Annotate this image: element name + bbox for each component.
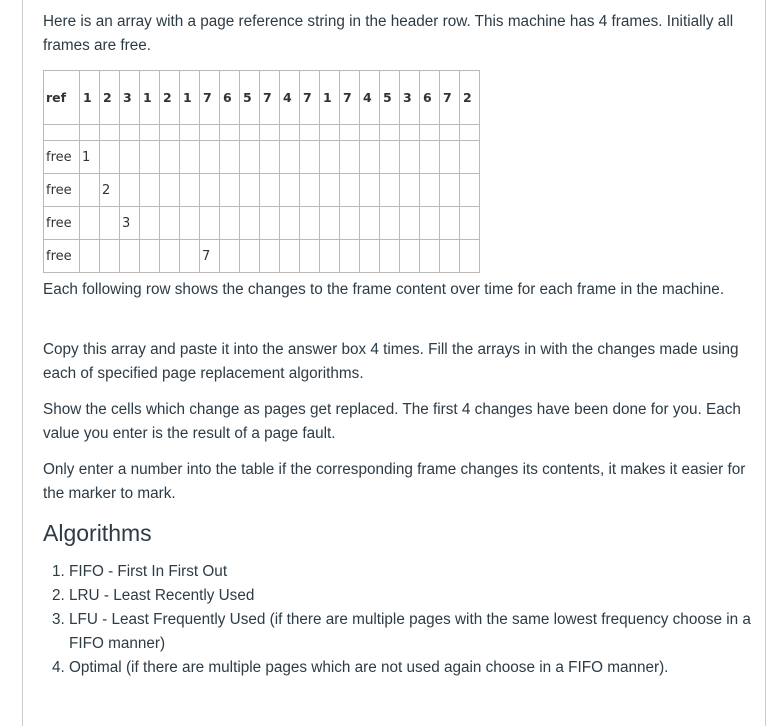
spacer-cell [200,125,220,141]
ref-label: ref [44,71,80,125]
frame-cell: 2 [100,174,120,207]
frame-cell [300,207,320,240]
frame-cell [240,174,260,207]
spacer-cell [360,125,380,141]
frame-cell [280,141,300,174]
frame-cell [100,207,120,240]
frame-cell [80,240,100,273]
algorithms-list [43,560,769,680]
algorithm-item: 2. LRU - Least Recently Used [69,584,769,608]
frame-cell [340,174,360,207]
frame-cell [100,141,120,174]
frame-cell [240,141,260,174]
each-row-text: Each following row shows the changes to the frame content over time for each frame in the machine. [43,281,725,298]
frame-cell [320,141,340,174]
frame-cell [420,207,440,240]
frame-cell [260,240,280,273]
frame-label: free [44,141,80,174]
frame-cell [360,240,380,273]
show-changes-text: Show the cells which change as pages get replaced. The first 4 changes have been done for you. Each value you enter is the result of a page fault. [43,401,741,442]
spacer-cell [140,125,160,141]
frame-cell [80,174,100,207]
frame-cell [340,240,360,273]
frame-cell [440,141,460,174]
reference-cell: 7 [340,71,360,125]
frame-cell [140,174,160,207]
reference-cell: 2 [160,71,180,125]
frame-cell [400,207,420,240]
frame-row [44,240,480,273]
reference-cell: 7 [200,71,220,125]
frame-cell [220,207,240,240]
reference-cell: 6 [220,71,240,125]
spacer-cell [240,125,260,141]
algorithm-item: 4. Optimal (if there are multiple pages which are not used again choose in a FIFO manner). [69,656,769,680]
frame-cell [320,174,340,207]
frame-row [44,141,480,174]
frame-cell [460,141,480,174]
reference-cell: 5 [380,71,400,125]
frame-cell [200,141,220,174]
frame-table [43,70,480,273]
spacer-cell [80,125,100,141]
spacer-cell [100,125,120,141]
spacer-cell [380,125,400,141]
frame-cell [280,174,300,207]
frame-cell [240,240,260,273]
spacer-cell [280,125,300,141]
frame-cell [180,207,200,240]
frame-cell [380,174,400,207]
frame-cell [260,141,280,174]
frame-cell [260,174,280,207]
frame-cell [180,174,200,207]
reference-cell: 2 [460,71,480,125]
frame-cell [440,207,460,240]
spacer-cell [300,125,320,141]
spacer-cell [44,125,80,141]
reference-cell: 4 [280,71,300,125]
frame-cell [220,240,240,273]
frame-cell [400,141,420,174]
frame-cell [120,141,140,174]
frame-cell [300,240,320,273]
reference-header-row [44,71,480,125]
frame-cell [260,207,280,240]
spacer-cell [220,125,240,141]
frame-cell [340,141,360,174]
frame-cell [380,207,400,240]
frame-cell [320,240,340,273]
spacer-cell [400,125,420,141]
frame-cell [140,141,160,174]
frame-cell [360,207,380,240]
copy-instructions-text: Copy this array and paste it into the answer box 4 times. Fill the arrays in with the changes made using each of specified page replacement algorithms. [43,341,739,382]
frame-cell [120,240,140,273]
reference-cell: 5 [240,71,260,125]
frame-cell [160,174,180,207]
frame-cell [440,174,460,207]
frame-cell [140,207,160,240]
frame-cell [240,207,260,240]
frame-label: free [44,174,80,207]
frame-cell [280,207,300,240]
frame-cell [160,207,180,240]
frame-label: free [44,207,80,240]
frame-cell [460,240,480,273]
spacer-cell [160,125,180,141]
spacer-row [44,125,480,141]
spacer-cell [440,125,460,141]
frame-cell [340,207,360,240]
only-enter-text: Only enter a number into the table if the corresponding frame changes its contents, it makes it easier for the marker to mark. [43,461,746,502]
frame-cell [140,240,160,273]
frame-cell [360,174,380,207]
frame-cell: 3 [120,207,140,240]
frame-cell [220,174,240,207]
frame-cell [420,174,440,207]
frame-cell: 1 [80,141,100,174]
frame-cell [360,141,380,174]
algorithms-heading: Algorithms [43,520,152,546]
frame-cell [320,207,340,240]
frame-cell [200,174,220,207]
spacer-cell [320,125,340,141]
frame-cell [400,240,420,273]
frame-cell [400,174,420,207]
intro-text: Here is an array with a page reference string in the header row. This machine has 4 frames. Initially all frames are free. [43,13,734,54]
reference-cell: 3 [120,71,140,125]
spacer-cell [340,125,360,141]
question-card [22,0,766,726]
frame-cell [460,207,480,240]
frame-cell [380,240,400,273]
frame-cell [120,174,140,207]
reference-cell: 1 [80,71,100,125]
frame-row [44,207,480,240]
frame-cell [300,174,320,207]
frame-cell [460,174,480,207]
reference-cell: 2 [100,71,120,125]
frame-cell [220,141,240,174]
frame-cell [420,141,440,174]
frame-cell [200,207,220,240]
frame-cell [380,141,400,174]
spacer-cell [120,125,140,141]
frame-cell [160,141,180,174]
reference-cell: 3 [400,71,420,125]
frame-cell [420,240,440,273]
spacer-cell [460,125,480,141]
frame-cell [180,240,200,273]
frame-cell [280,240,300,273]
frame-cell [300,141,320,174]
spacer-cell [420,125,440,141]
frame-cell [440,240,460,273]
frame-cell [160,240,180,273]
spacer-cell [180,125,200,141]
frame-label: free [44,240,80,273]
reference-cell: 1 [140,71,160,125]
frame-cell: 7 [200,240,220,273]
frame-cell [80,207,100,240]
reference-cell: 4 [360,71,380,125]
frame-row [44,174,480,207]
reference-cell: 6 [420,71,440,125]
frame-cell [180,141,200,174]
algorithm-item: 1. FIFO - First In First Out [69,560,769,584]
reference-cell: 1 [320,71,340,125]
frame-cell [100,240,120,273]
reference-cell: 7 [300,71,320,125]
algorithm-item: 3. LFU - Least Frequently Used (if there are multiple pages with the same lowest frequency choose in a FIFO manner) [69,608,769,656]
reference-cell: 1 [180,71,200,125]
reference-cell: 7 [260,71,280,125]
spacer-cell [260,125,280,141]
reference-cell: 7 [440,71,460,125]
